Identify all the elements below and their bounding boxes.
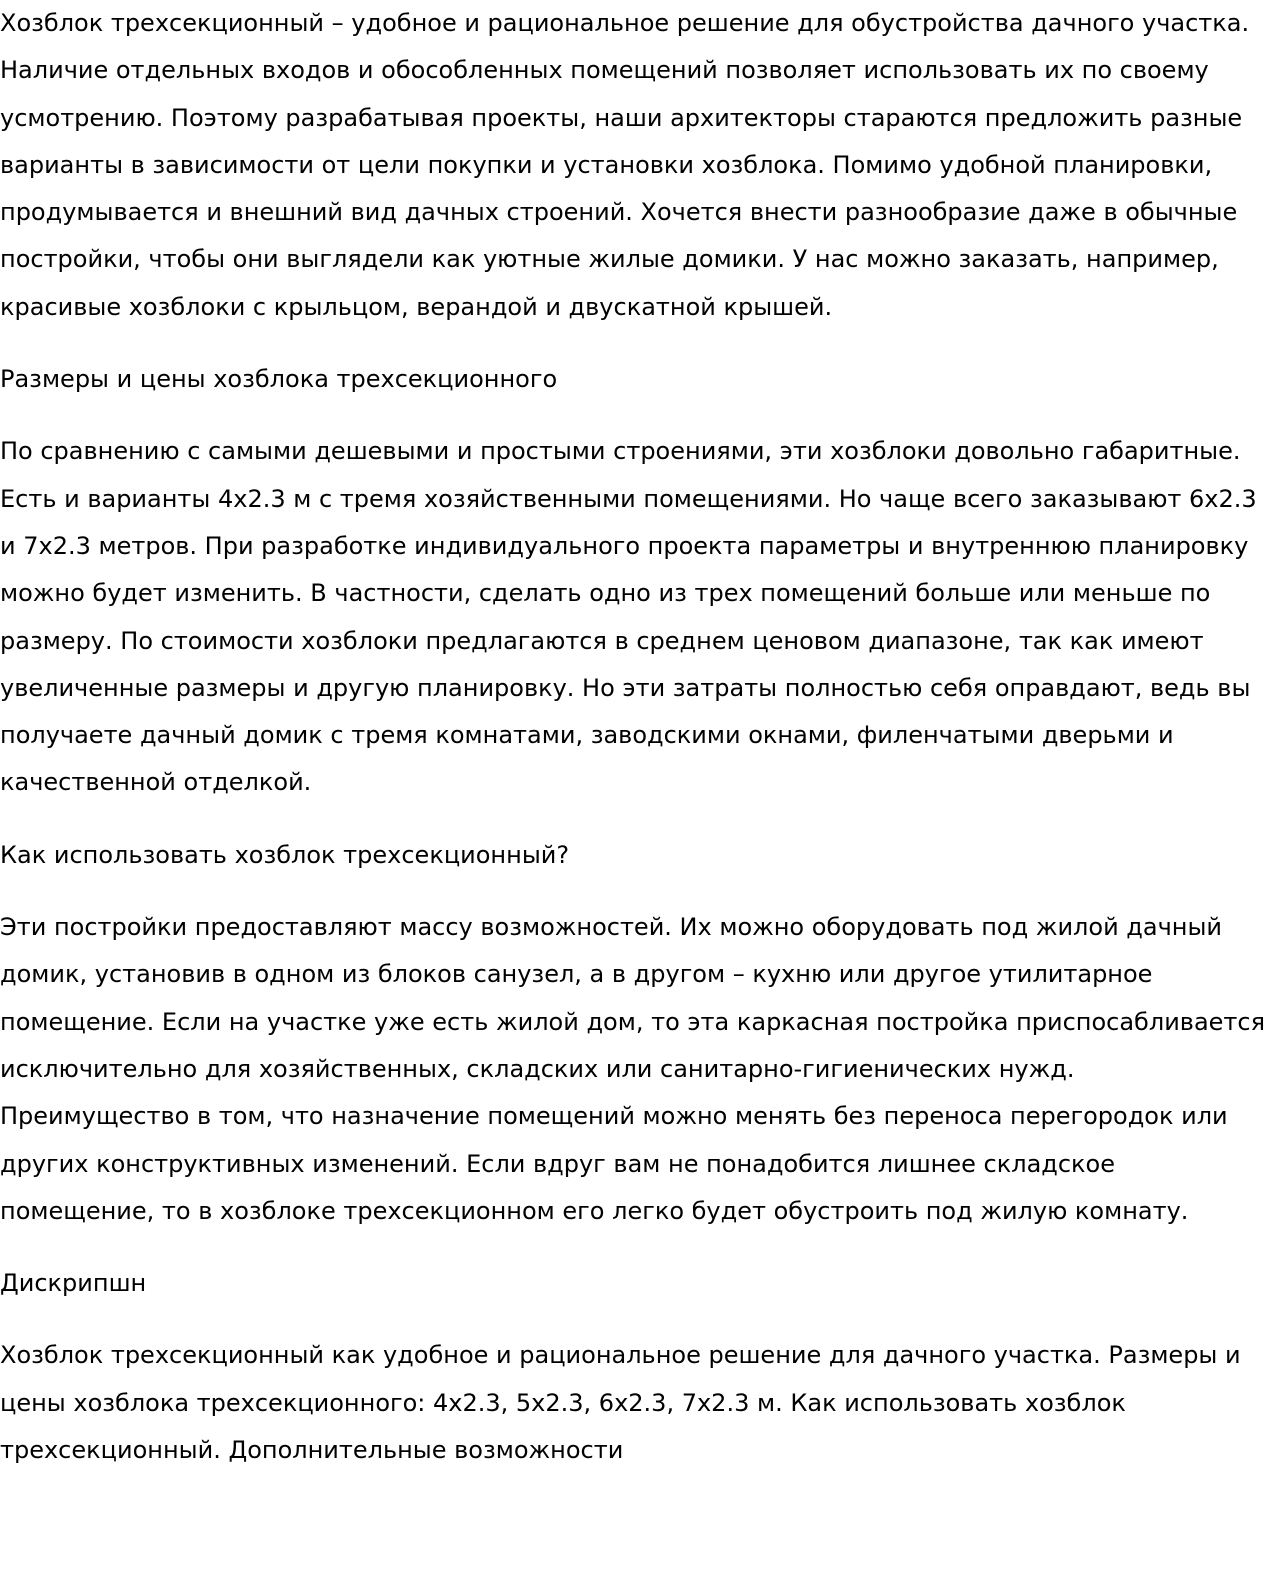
description-heading: Дискрипшн <box>0 1269 147 1298</box>
sizes-paragraph: По сравнению с самыми дешевыми и простыми строениями, эти хозблоки довольно габаритные. Есть и варианты 4х2.3 м с тремя хозяйственными помещениями. Но чаще всего заказывают 6х2.3 и 7х2.3 метров. При разработке индивидуального проекта параметры и внутреннюю планировку можно будет изменить. В частности, сделать одно из трех помещений больше или меньше по размеру. По стоимости хозблоки предлагаются в среднем ценовом диапазоне, так как имеют увеличенные размеры и другую планировку. Но эти затраты полностью себя оправдают, ведь вы получаете дачный домик с тремя комнатами, заводскими окнами, филенчатыми дверьми и качественной отделкой. <box>0 437 1257 797</box>
usage-heading: Как использовать хозблок трехсекционный? <box>0 840 570 869</box>
sizes-heading: Размеры и цены хозблока трехсекционного <box>0 365 558 394</box>
description-paragraph: Хозблок трехсекционный как удобное и рациональное решение для дачного участка. Размеры и цены хозблока трехсекционного: 4х2.3, 5х2.3, 6х2.3, 7х2.3 м. Как использовать хозблок трехсекционный. Дополнительные возможности <box>0 1341 1241 1465</box>
usage-paragraph: Эти постройки предоставляют массу возможностей. Их можно оборудовать под жилой дачный домик, установив в одном из блоков санузел, а в другом – кухню или другое утилитарное помещение. Если на участке уже есть жилой дом, то эта каркасная постройка приспосабливается исключительно для хозяйственных, складских или санитарно-гигиенических нужд. Преимущество в том, что назначение помещений можно менять без переноса перегородок или других конструктивных изменений. Если вдруг вам не понадобится лишнее складское помещение, то в хозблоке трехсекционном его легко будет обустроить под жилую комнату. <box>0 913 1266 1225</box>
intro-paragraph: Хозблок трехсекционный – удобное и рациональное решение для обустройства дачного участка. Наличие отдельных входов и обособленных помещений позволяет использовать их по своему усмотрению. Поэтому разрабатывая проекты, наши архитекторы стараются предложить разные варианты в зависимости от цели покупки и установки хозблока. Помимо удобной планировки, продумывается и внешний вид дачных строений. Хочется внести разнообразие даже в обычные постройки, чтобы они выглядели как уютные жилые домики. У нас можно заказать, например, красивые хозблоки с крыльцом, верандой и двускатной крышей. <box>0 9 1250 321</box>
